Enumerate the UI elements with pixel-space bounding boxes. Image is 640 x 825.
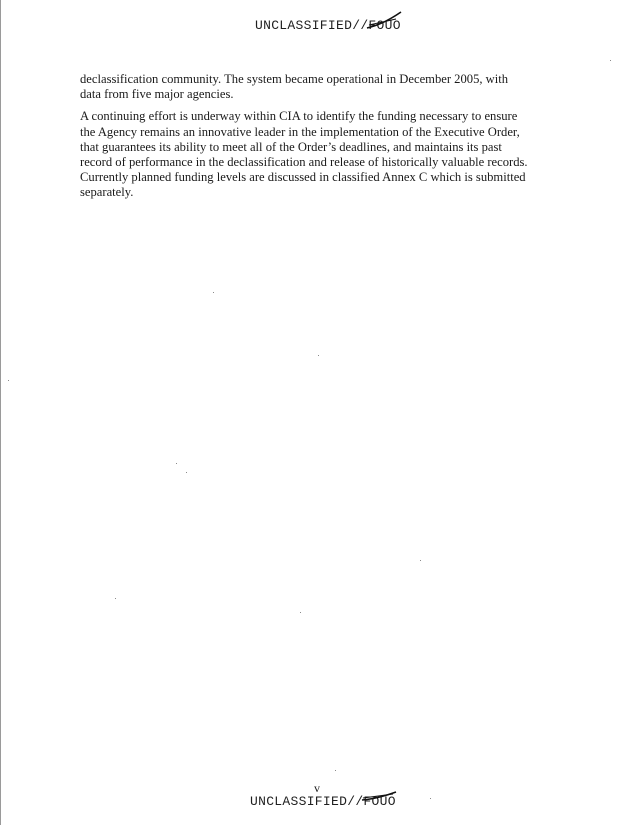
scan-speck	[300, 612, 301, 613]
scan-speck	[420, 560, 421, 561]
header-marking-caveat: FOUO	[368, 18, 401, 33]
footer-struck-caveat	[363, 794, 395, 809]
scan-speck	[430, 798, 431, 799]
scan-speck	[176, 463, 177, 464]
header-struck-caveat	[368, 18, 400, 33]
scan-speck	[115, 598, 116, 599]
paragraph-1: declassification community. The system became operational in December 2005, with data from five major agencies.	[80, 72, 509, 102]
scan-edge-line	[0, 0, 1, 825]
page-number: v	[314, 781, 320, 795]
header-marking-prefix: UNCLASSIFIED//	[255, 18, 369, 33]
scan-speck	[213, 292, 214, 293]
scan-speck	[335, 770, 336, 771]
footer-marking-prefix: UNCLASSIFIED//	[250, 794, 364, 809]
footer-marking-caveat: FOUO	[363, 794, 396, 809]
scan-speck	[318, 355, 319, 356]
scan-speck	[610, 60, 611, 61]
paragraph-2: A continuing effort is underway within CIA to identify the funding necessary to ensure the Agency remains an innovative leader in the implementation of the Executive Order, that guarantees its ability to meet all of the Order’s deadlines, and maintains its past record of performance in the declassification and release of historically valuable records. Currently planned funding levels are discussed in classified Annex C which is submitted separately.	[80, 109, 528, 200]
body-text	[80, 72, 550, 208]
scan-speck	[8, 380, 9, 381]
header-classification-marking	[255, 18, 401, 33]
scan-speck	[186, 472, 187, 473]
footer-classification-marking	[250, 794, 396, 809]
